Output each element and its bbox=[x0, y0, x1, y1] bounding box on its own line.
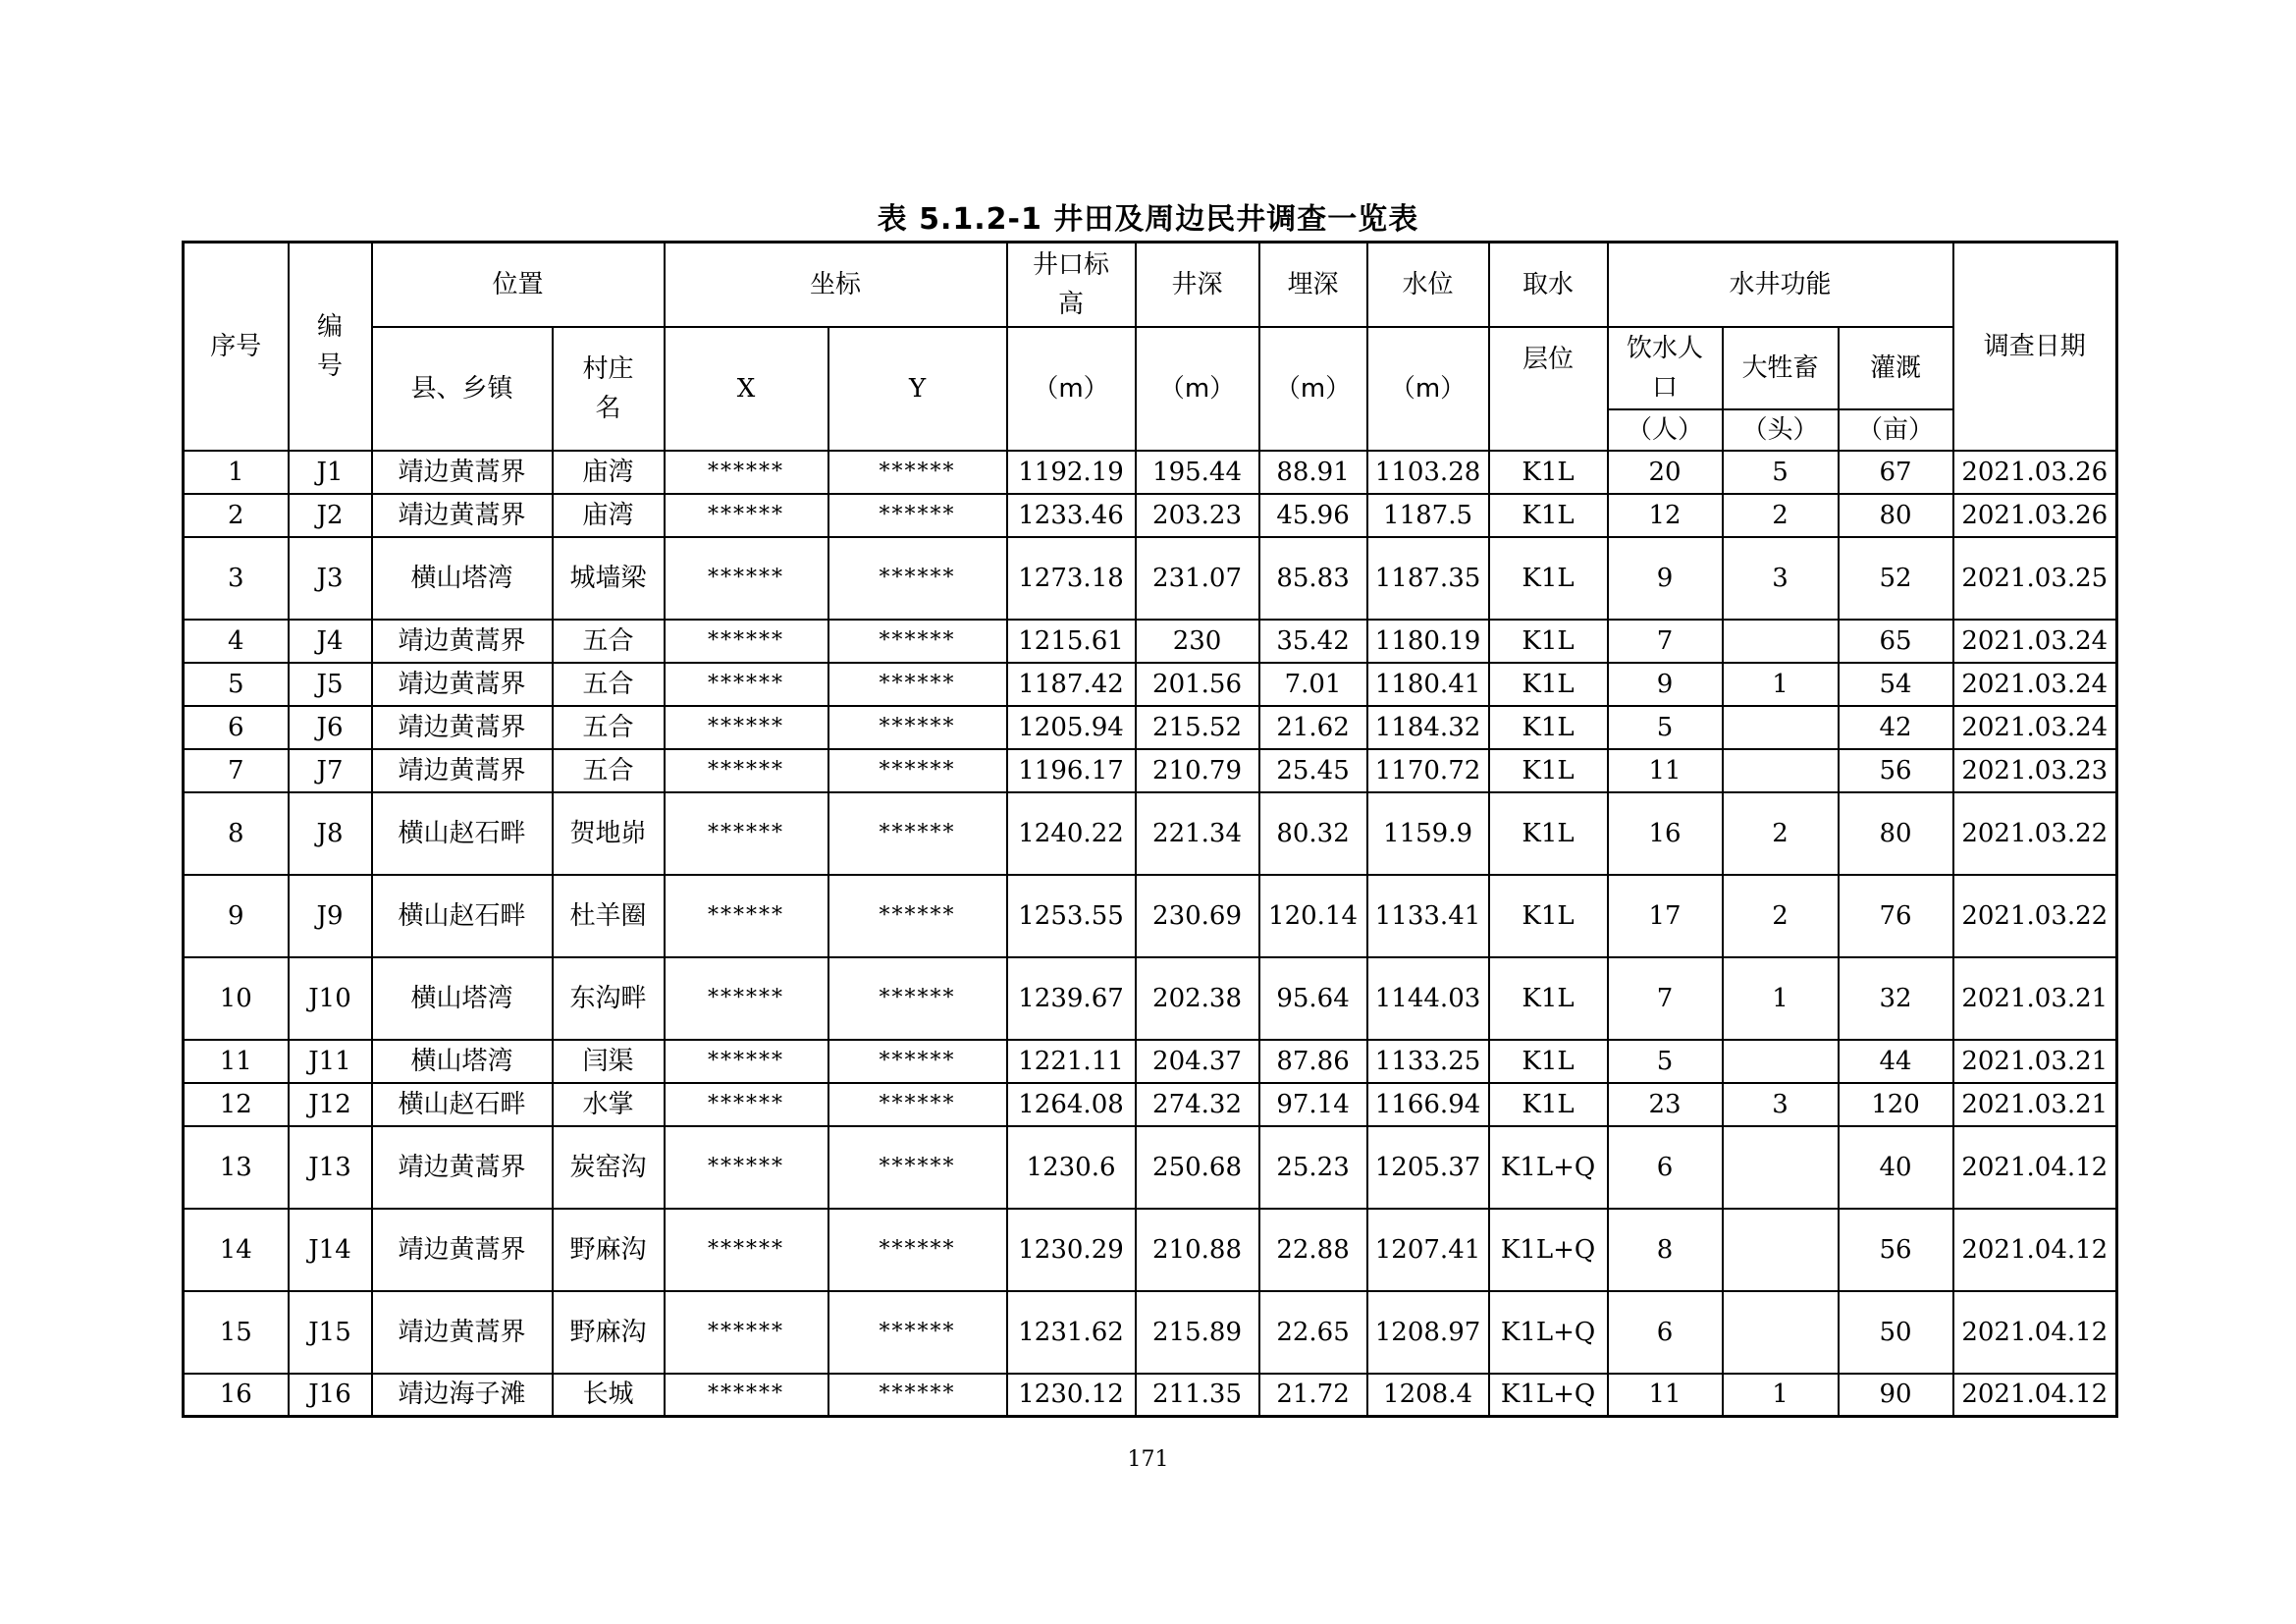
cell-bury: 25.45 bbox=[1259, 749, 1367, 792]
header-intake: 取水 bbox=[1489, 243, 1608, 327]
cell-y: ****** bbox=[828, 749, 1007, 792]
cell-code: J2 bbox=[289, 494, 372, 537]
cell-layer: K1L bbox=[1489, 451, 1608, 494]
cell-bury: 120.14 bbox=[1259, 875, 1367, 957]
cell-irrigation: 90 bbox=[1839, 1374, 1953, 1417]
cell-livestock bbox=[1723, 1209, 1839, 1291]
cell-county: 横山赵石畔 bbox=[372, 1083, 553, 1126]
cell-village: 五合 bbox=[553, 620, 665, 663]
page-number: 171 bbox=[1127, 1447, 1169, 1472]
cell-code: J6 bbox=[289, 706, 372, 749]
table-row bbox=[184, 494, 2117, 537]
cell-elev: 1196.17 bbox=[1007, 749, 1136, 792]
cell-x: ****** bbox=[665, 1291, 828, 1374]
cell-people: 12 bbox=[1608, 494, 1723, 537]
cell-x: ****** bbox=[665, 749, 828, 792]
cell-bury: 7.01 bbox=[1259, 663, 1367, 706]
table-row bbox=[184, 1374, 2117, 1417]
cell-irrigation: 80 bbox=[1839, 792, 1953, 875]
cell-elev: 1264.08 bbox=[1007, 1083, 1136, 1126]
cell-county: 横山赵石畔 bbox=[372, 875, 553, 957]
cell-y: ****** bbox=[828, 1374, 1007, 1417]
cell-livestock: 2 bbox=[1723, 875, 1839, 957]
cell-elev: 1230.12 bbox=[1007, 1374, 1136, 1417]
cell-depth: 201.56 bbox=[1136, 663, 1259, 706]
cell-people: 23 bbox=[1608, 1083, 1723, 1126]
header-elev-unit: （m） bbox=[1007, 327, 1136, 451]
cell-bury: 87.86 bbox=[1259, 1040, 1367, 1083]
cell-seq: 3 bbox=[184, 537, 289, 620]
cell-village: 庙湾 bbox=[553, 494, 665, 537]
cell-village: 五合 bbox=[553, 706, 665, 749]
table-row bbox=[184, 792, 2117, 875]
cell-irrigation: 56 bbox=[1839, 1209, 1953, 1291]
cell-depth: 230 bbox=[1136, 620, 1259, 663]
cell-date: 2021.03.22 bbox=[1953, 875, 2117, 957]
cell-county: 靖边黄蒿界 bbox=[372, 1291, 553, 1374]
cell-date: 2021.03.26 bbox=[1953, 451, 2117, 494]
cell-x: ****** bbox=[665, 706, 828, 749]
cell-level: 1144.03 bbox=[1367, 957, 1489, 1040]
table-row bbox=[184, 749, 2117, 792]
cell-elev: 1187.42 bbox=[1007, 663, 1136, 706]
cell-people: 16 bbox=[1608, 792, 1723, 875]
cell-y: ****** bbox=[828, 706, 1007, 749]
cell-layer: K1L+Q bbox=[1489, 1209, 1608, 1291]
cell-layer: K1L+Q bbox=[1489, 1374, 1608, 1417]
cell-x: ****** bbox=[665, 1040, 828, 1083]
cell-date: 2021.03.24 bbox=[1953, 663, 2117, 706]
cell-bury: 22.88 bbox=[1259, 1209, 1367, 1291]
cell-elev: 1231.62 bbox=[1007, 1291, 1136, 1374]
cell-seq: 9 bbox=[184, 875, 289, 957]
cell-code: J4 bbox=[289, 620, 372, 663]
cell-bury: 21.62 bbox=[1259, 706, 1367, 749]
cell-livestock bbox=[1723, 1040, 1839, 1083]
cell-bury: 21.72 bbox=[1259, 1374, 1367, 1417]
cell-level: 1205.37 bbox=[1367, 1126, 1489, 1209]
table-row bbox=[184, 663, 2117, 706]
cell-livestock: 1 bbox=[1723, 1374, 1839, 1417]
cell-layer: K1L bbox=[1489, 537, 1608, 620]
cell-seq: 2 bbox=[184, 494, 289, 537]
cell-y: ****** bbox=[828, 1291, 1007, 1374]
cell-y: ****** bbox=[828, 1126, 1007, 1209]
cell-irrigation: 32 bbox=[1839, 957, 1953, 1040]
cell-depth: 204.37 bbox=[1136, 1040, 1259, 1083]
header-level-unit: （m） bbox=[1367, 327, 1489, 451]
cell-county: 靖边黄蒿界 bbox=[372, 451, 553, 494]
cell-depth: 215.89 bbox=[1136, 1291, 1259, 1374]
cell-code: J8 bbox=[289, 792, 372, 875]
header-x: X bbox=[665, 327, 828, 451]
cell-level: 1184.32 bbox=[1367, 706, 1489, 749]
cell-people: 17 bbox=[1608, 875, 1723, 957]
cell-depth: 231.07 bbox=[1136, 537, 1259, 620]
cell-seq: 1 bbox=[184, 451, 289, 494]
cell-people: 7 bbox=[1608, 620, 1723, 663]
cell-seq: 6 bbox=[184, 706, 289, 749]
table-row bbox=[184, 620, 2117, 663]
cell-x: ****** bbox=[665, 1126, 828, 1209]
cell-date: 2021.03.24 bbox=[1953, 706, 2117, 749]
cell-seq: 7 bbox=[184, 749, 289, 792]
cell-bury: 88.91 bbox=[1259, 451, 1367, 494]
cell-layer: K1L bbox=[1489, 957, 1608, 1040]
cell-bury: 25.23 bbox=[1259, 1126, 1367, 1209]
cell-county: 横山塔湾 bbox=[372, 1040, 553, 1083]
header-intake-layer: 层位 bbox=[1489, 327, 1608, 451]
header-row-1 bbox=[184, 243, 2117, 327]
cell-x: ****** bbox=[665, 663, 828, 706]
cell-y: ****** bbox=[828, 451, 1007, 494]
cell-y: ****** bbox=[828, 957, 1007, 1040]
cell-layer: K1L bbox=[1489, 792, 1608, 875]
table-row bbox=[184, 1209, 2117, 1291]
cell-code: J3 bbox=[289, 537, 372, 620]
cell-county: 靖边黄蒿界 bbox=[372, 1126, 553, 1209]
cell-village: 水掌 bbox=[553, 1083, 665, 1126]
cell-village: 城墙梁 bbox=[553, 537, 665, 620]
cell-people: 8 bbox=[1608, 1209, 1723, 1291]
cell-date: 2021.03.21 bbox=[1953, 1040, 2117, 1083]
cell-code: J9 bbox=[289, 875, 372, 957]
cell-y: ****** bbox=[828, 494, 1007, 537]
header-village: 村庄名 bbox=[553, 327, 665, 451]
cell-level: 1170.72 bbox=[1367, 749, 1489, 792]
cell-village: 东沟畔 bbox=[553, 957, 665, 1040]
cell-village: 野麻沟 bbox=[553, 1209, 665, 1291]
cell-code: J11 bbox=[289, 1040, 372, 1083]
cell-date: 2021.03.24 bbox=[1953, 620, 2117, 663]
cell-y: ****** bbox=[828, 792, 1007, 875]
cell-depth: 203.23 bbox=[1136, 494, 1259, 537]
cell-depth: 202.38 bbox=[1136, 957, 1259, 1040]
cell-date: 2021.03.21 bbox=[1953, 1083, 2117, 1126]
cell-date: 2021.03.26 bbox=[1953, 494, 2117, 537]
cell-x: ****** bbox=[665, 792, 828, 875]
cell-elev: 1239.67 bbox=[1007, 957, 1136, 1040]
cell-village: 长城 bbox=[553, 1374, 665, 1417]
header-row-2 bbox=[184, 327, 2117, 409]
cell-date: 2021.04.12 bbox=[1953, 1126, 2117, 1209]
cell-depth: 230.69 bbox=[1136, 875, 1259, 957]
cell-seq: 8 bbox=[184, 792, 289, 875]
cell-date: 2021.04.12 bbox=[1953, 1291, 2117, 1374]
cell-layer: K1L bbox=[1489, 494, 1608, 537]
table-row bbox=[184, 451, 2117, 494]
cell-seq: 13 bbox=[184, 1126, 289, 1209]
cell-depth: 210.79 bbox=[1136, 749, 1259, 792]
cell-elev: 1230.29 bbox=[1007, 1209, 1136, 1291]
cell-livestock: 2 bbox=[1723, 792, 1839, 875]
cell-bury: 97.14 bbox=[1259, 1083, 1367, 1126]
cell-village: 五合 bbox=[553, 749, 665, 792]
cell-depth: 215.52 bbox=[1136, 706, 1259, 749]
cell-people: 9 bbox=[1608, 663, 1723, 706]
cell-code: J1 bbox=[289, 451, 372, 494]
cell-people: 5 bbox=[1608, 706, 1723, 749]
cell-layer: K1L bbox=[1489, 620, 1608, 663]
cell-x: ****** bbox=[665, 1209, 828, 1291]
cell-layer: K1L bbox=[1489, 875, 1608, 957]
cell-code: J12 bbox=[289, 1083, 372, 1126]
cell-level: 1208.97 bbox=[1367, 1291, 1489, 1374]
header-depth-unit: （m） bbox=[1136, 327, 1259, 451]
cell-seq: 15 bbox=[184, 1291, 289, 1374]
cell-people: 20 bbox=[1608, 451, 1723, 494]
cell-y: ****** bbox=[828, 663, 1007, 706]
table-row bbox=[184, 875, 2117, 957]
cell-livestock: 5 bbox=[1723, 451, 1839, 494]
cell-village: 庙湾 bbox=[553, 451, 665, 494]
cell-layer: K1L+Q bbox=[1489, 1291, 1608, 1374]
cell-seq: 10 bbox=[184, 957, 289, 1040]
cell-irrigation: 65 bbox=[1839, 620, 1953, 663]
header-seq: 序号 bbox=[184, 243, 289, 451]
table-row bbox=[184, 1083, 2117, 1126]
table-title: 表 5.1.2-1 井田及周边民井调查一览表 bbox=[877, 202, 1419, 237]
cell-code: J5 bbox=[289, 663, 372, 706]
cell-depth: 250.68 bbox=[1136, 1126, 1259, 1209]
table-row bbox=[184, 537, 2117, 620]
cell-irrigation: 54 bbox=[1839, 663, 1953, 706]
cell-people: 9 bbox=[1608, 537, 1723, 620]
cell-irrigation: 42 bbox=[1839, 706, 1953, 749]
cell-layer: K1L+Q bbox=[1489, 1126, 1608, 1209]
cell-y: ****** bbox=[828, 537, 1007, 620]
cell-county: 靖边黄蒿界 bbox=[372, 494, 553, 537]
cell-people: 11 bbox=[1608, 749, 1723, 792]
cell-x: ****** bbox=[665, 1374, 828, 1417]
cell-village: 五合 bbox=[553, 663, 665, 706]
cell-x: ****** bbox=[665, 451, 828, 494]
cell-irrigation: 120 bbox=[1839, 1083, 1953, 1126]
cell-level: 1207.41 bbox=[1367, 1209, 1489, 1291]
header-elev: 井口标高 bbox=[1007, 243, 1136, 327]
table-row bbox=[184, 1291, 2117, 1374]
cell-people: 6 bbox=[1608, 1126, 1723, 1209]
cell-county: 靖边黄蒿界 bbox=[372, 706, 553, 749]
cell-code: J15 bbox=[289, 1291, 372, 1374]
cell-county: 靖边黄蒿界 bbox=[372, 749, 553, 792]
header-depth: 井深 bbox=[1136, 243, 1259, 327]
cell-level: 1187.5 bbox=[1367, 494, 1489, 537]
cell-seq: 12 bbox=[184, 1083, 289, 1126]
cell-x: ****** bbox=[665, 1083, 828, 1126]
header-irrigation-unit: （亩） bbox=[1839, 409, 1953, 451]
cell-level: 1180.19 bbox=[1367, 620, 1489, 663]
cell-village: 炭窑沟 bbox=[553, 1126, 665, 1209]
table-row bbox=[184, 1040, 2117, 1083]
cell-livestock: 3 bbox=[1723, 537, 1839, 620]
cell-irrigation: 80 bbox=[1839, 494, 1953, 537]
cell-depth: 274.32 bbox=[1136, 1083, 1259, 1126]
cell-county: 靖边黄蒿界 bbox=[372, 663, 553, 706]
cell-elev: 1233.46 bbox=[1007, 494, 1136, 537]
cell-village: 野麻沟 bbox=[553, 1291, 665, 1374]
cell-people: 11 bbox=[1608, 1374, 1723, 1417]
cell-county: 靖边黄蒿界 bbox=[372, 1209, 553, 1291]
cell-irrigation: 76 bbox=[1839, 875, 1953, 957]
cell-level: 1180.41 bbox=[1367, 663, 1489, 706]
cell-y: ****** bbox=[828, 620, 1007, 663]
cell-code: J14 bbox=[289, 1209, 372, 1291]
cell-code: J16 bbox=[289, 1374, 372, 1417]
cell-layer: K1L bbox=[1489, 749, 1608, 792]
header-y: Y bbox=[828, 327, 1007, 451]
cell-seq: 11 bbox=[184, 1040, 289, 1083]
cell-livestock bbox=[1723, 620, 1839, 663]
cell-depth: 210.88 bbox=[1136, 1209, 1259, 1291]
cell-livestock: 1 bbox=[1723, 663, 1839, 706]
cell-irrigation: 50 bbox=[1839, 1291, 1953, 1374]
cell-livestock: 3 bbox=[1723, 1083, 1839, 1126]
header-county: 县、乡镇 bbox=[372, 327, 553, 451]
cell-elev: 1192.19 bbox=[1007, 451, 1136, 494]
cell-seq: 4 bbox=[184, 620, 289, 663]
header-irrigation: 灌溉 bbox=[1839, 327, 1953, 409]
header-location: 位置 bbox=[372, 243, 665, 327]
cell-layer: K1L bbox=[1489, 663, 1608, 706]
cell-level: 1133.41 bbox=[1367, 875, 1489, 957]
cell-irrigation: 56 bbox=[1839, 749, 1953, 792]
table-row bbox=[184, 706, 2117, 749]
cell-bury: 22.65 bbox=[1259, 1291, 1367, 1374]
cell-date: 2021.03.23 bbox=[1953, 749, 2117, 792]
cell-livestock: 1 bbox=[1723, 957, 1839, 1040]
cell-level: 1187.35 bbox=[1367, 537, 1489, 620]
cell-code: J13 bbox=[289, 1126, 372, 1209]
cell-y: ****** bbox=[828, 1083, 1007, 1126]
cell-date: 2021.03.21 bbox=[1953, 957, 2117, 1040]
cell-bury: 80.32 bbox=[1259, 792, 1367, 875]
table-row bbox=[184, 957, 2117, 1040]
header-livestock: 大牲畜 bbox=[1723, 327, 1839, 409]
cell-code: J10 bbox=[289, 957, 372, 1040]
cell-livestock bbox=[1723, 1291, 1839, 1374]
header-coords: 坐标 bbox=[665, 243, 1007, 327]
cell-level: 1133.25 bbox=[1367, 1040, 1489, 1083]
cell-people: 6 bbox=[1608, 1291, 1723, 1374]
cell-village: 闫渠 bbox=[553, 1040, 665, 1083]
cell-irrigation: 40 bbox=[1839, 1126, 1953, 1209]
cell-layer: K1L bbox=[1489, 1040, 1608, 1083]
cell-elev: 1253.55 bbox=[1007, 875, 1136, 957]
cell-depth: 221.34 bbox=[1136, 792, 1259, 875]
header-bury: 埋深 bbox=[1259, 243, 1367, 327]
cell-county: 横山赵石畔 bbox=[372, 792, 553, 875]
cell-depth: 211.35 bbox=[1136, 1374, 1259, 1417]
cell-elev: 1273.18 bbox=[1007, 537, 1136, 620]
cell-level: 1159.9 bbox=[1367, 792, 1489, 875]
cell-code: J7 bbox=[289, 749, 372, 792]
cell-people: 7 bbox=[1608, 957, 1723, 1040]
cell-county: 横山塔湾 bbox=[372, 957, 553, 1040]
cell-bury: 95.64 bbox=[1259, 957, 1367, 1040]
header-function: 水井功能 bbox=[1608, 243, 1953, 327]
cell-irrigation: 67 bbox=[1839, 451, 1953, 494]
header-people: 饮水人口 bbox=[1608, 327, 1723, 409]
cell-depth: 195.44 bbox=[1136, 451, 1259, 494]
cell-livestock bbox=[1723, 1126, 1839, 1209]
cell-livestock bbox=[1723, 749, 1839, 792]
cell-date: 2021.04.12 bbox=[1953, 1209, 2117, 1291]
header-people-unit: （人） bbox=[1608, 409, 1723, 451]
cell-people: 5 bbox=[1608, 1040, 1723, 1083]
cell-date: 2021.04.12 bbox=[1953, 1374, 2117, 1417]
cell-y: ****** bbox=[828, 875, 1007, 957]
cell-x: ****** bbox=[665, 875, 828, 957]
cell-elev: 1215.61 bbox=[1007, 620, 1136, 663]
cell-elev: 1240.22 bbox=[1007, 792, 1136, 875]
cell-y: ****** bbox=[828, 1040, 1007, 1083]
cell-irrigation: 52 bbox=[1839, 537, 1953, 620]
cell-livestock: 2 bbox=[1723, 494, 1839, 537]
cell-x: ****** bbox=[665, 494, 828, 537]
cell-date: 2021.03.22 bbox=[1953, 792, 2117, 875]
cell-level: 1166.94 bbox=[1367, 1083, 1489, 1126]
cell-level: 1103.28 bbox=[1367, 451, 1489, 494]
cell-irrigation: 44 bbox=[1839, 1040, 1953, 1083]
cell-seq: 16 bbox=[184, 1374, 289, 1417]
cell-layer: K1L bbox=[1489, 706, 1608, 749]
cell-bury: 85.83 bbox=[1259, 537, 1367, 620]
cell-county: 靖边海子滩 bbox=[372, 1374, 553, 1417]
cell-x: ****** bbox=[665, 620, 828, 663]
cell-village: 杜羊圈 bbox=[553, 875, 665, 957]
cell-livestock bbox=[1723, 706, 1839, 749]
cell-elev: 1205.94 bbox=[1007, 706, 1136, 749]
cell-level: 1208.4 bbox=[1367, 1374, 1489, 1417]
cell-x: ****** bbox=[665, 537, 828, 620]
cell-layer: K1L bbox=[1489, 1083, 1608, 1126]
cell-village: 贺地峁 bbox=[553, 792, 665, 875]
cell-x: ****** bbox=[665, 957, 828, 1040]
header-level: 水位 bbox=[1367, 243, 1489, 327]
cell-elev: 1221.11 bbox=[1007, 1040, 1136, 1083]
cell-county: 横山塔湾 bbox=[372, 537, 553, 620]
cell-seq: 5 bbox=[184, 663, 289, 706]
header-code: 编号 bbox=[289, 243, 372, 451]
header-date: 调查日期 bbox=[1953, 243, 2117, 451]
cell-seq: 14 bbox=[184, 1209, 289, 1291]
cell-y: ****** bbox=[828, 1209, 1007, 1291]
cell-county: 靖边黄蒿界 bbox=[372, 620, 553, 663]
cell-bury: 45.96 bbox=[1259, 494, 1367, 537]
cell-date: 2021.03.25 bbox=[1953, 537, 2117, 620]
header-bury-unit: （m） bbox=[1259, 327, 1367, 451]
cell-elev: 1230.6 bbox=[1007, 1126, 1136, 1209]
table-row bbox=[184, 1126, 2117, 1209]
header-livestock-unit: （头） bbox=[1723, 409, 1839, 451]
cell-bury: 35.42 bbox=[1259, 620, 1367, 663]
well-survey-table bbox=[182, 241, 2118, 1418]
